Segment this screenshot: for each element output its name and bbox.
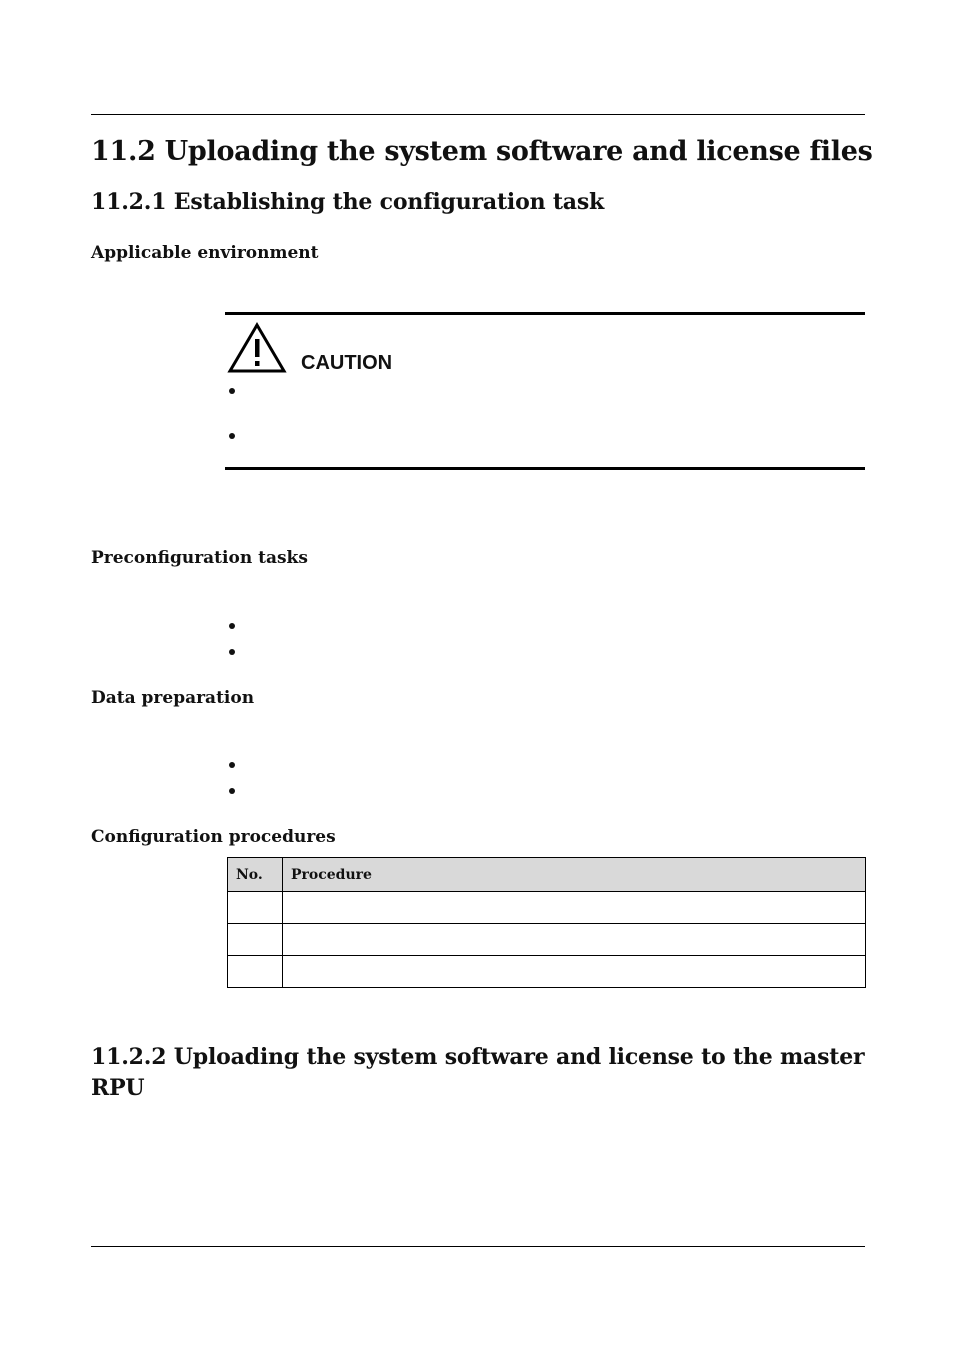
caution-bullet-2: [229, 433, 235, 439]
section-title: 11.2 Uploading the system software and license files: [91, 136, 873, 167]
table-cell-procedure: [283, 924, 866, 956]
caution-label: CAUTION: [301, 352, 393, 374]
caution-bullet-1: [229, 388, 235, 394]
table-header-row: [228, 858, 866, 892]
preconfig-bullet-2: [229, 649, 235, 655]
table-cell-no: [228, 924, 283, 956]
warning-triangle-icon: [227, 322, 287, 378]
column-header-no: No.: [228, 858, 283, 892]
table-cell-no: [228, 956, 283, 988]
data-prep-bullet-2: [229, 788, 235, 794]
table-row: [228, 924, 866, 956]
subsection-title-establishing: 11.2.1 Establishing the configuration task: [91, 189, 605, 215]
column-header-procedure: Procedure: [283, 858, 866, 892]
table-row: [228, 956, 866, 988]
preconfig-bullet-1: [229, 623, 235, 629]
subhead-configuration-procedures: Configuration procedures: [91, 827, 336, 847]
subhead-data-preparation: Data preparation: [91, 688, 255, 708]
subhead-applicable-environment: Applicable environment: [91, 243, 319, 263]
table-cell-procedure: [283, 892, 866, 924]
header-rule: [91, 114, 865, 115]
procedure-table: [227, 857, 866, 988]
table-cell-procedure: [283, 956, 866, 988]
table-cell-no: [228, 892, 283, 924]
footer-rule: [91, 1246, 865, 1247]
data-prep-bullet-1: [229, 762, 235, 768]
subsection-title-uploading-master-rpu: 11.2.2 Uploading the system software and license to the master RPU: [91, 1044, 865, 1101]
subhead-preconfiguration-tasks: Preconfiguration tasks: [91, 548, 308, 568]
caution-notice: [225, 312, 865, 470]
table-row: [228, 892, 866, 924]
